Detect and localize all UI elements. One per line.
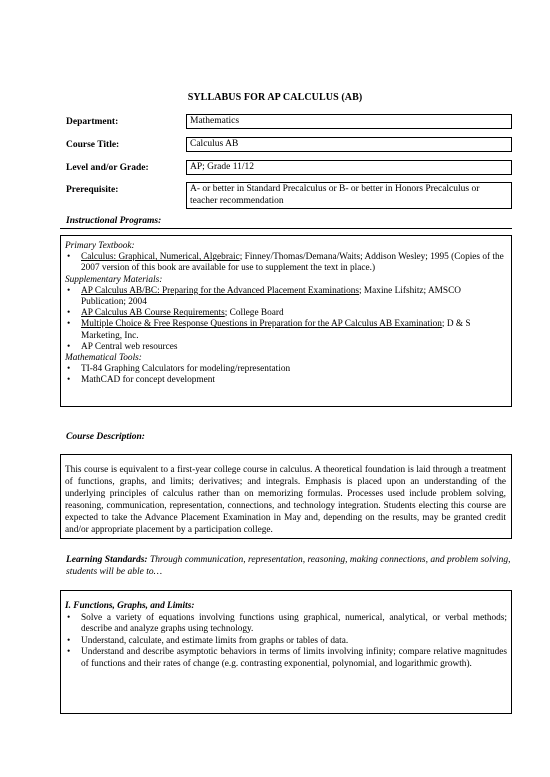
bullet-icon: • bbox=[67, 319, 71, 330]
course-description-heading: Course Description: bbox=[66, 432, 145, 442]
supplementary-materials-label: Supplementary Materials: bbox=[65, 274, 163, 285]
department-label: Department: bbox=[66, 117, 119, 127]
list-item: • Multiple Choice & Free Response Questions in Preparation for the AP Calculus AB Examination; D & S Marketing, Inc. bbox=[67, 319, 471, 341]
learning-standards-intro: Learning Standards: Through communication, representation, reasoning, making connections, and problem solving, students will be able to… bbox=[66, 555, 511, 577]
mathematical-tools-list bbox=[65, 364, 507, 386]
department-value: Mathematics bbox=[186, 114, 512, 129]
instructional-rule bbox=[60, 228, 512, 229]
list-item: • TI-84 Graphing Calculators for modeling/representation bbox=[67, 364, 291, 375]
bullet-icon: • bbox=[67, 252, 71, 263]
bullet-icon: • bbox=[67, 308, 71, 319]
bullet-icon: • bbox=[67, 285, 71, 296]
page-title: SYLLABUS FOR AP CALCULUS (AB) bbox=[187, 92, 363, 103]
bullet-icon: • bbox=[67, 364, 71, 375]
mathematical-tools-label: Mathematical Tools: bbox=[65, 353, 142, 364]
learning-standards-heading: Learning Standards: bbox=[66, 555, 148, 565]
functions-graphs-limits-panel bbox=[60, 590, 512, 714]
prerequisite-value: A- or better in Standard Precalculus or B- or better in Honors Precalculus or teacher recommendation bbox=[186, 182, 512, 209]
bullet-icon: • bbox=[67, 375, 71, 386]
course-title-label: Course Title: bbox=[66, 140, 120, 150]
prerequisite-label: Prerequisite: bbox=[66, 185, 119, 195]
list-item: • MathCAD for concept development bbox=[67, 375, 215, 386]
bullet-icon: • bbox=[67, 635, 71, 646]
list-item: • Understand, calculate, and estimate limits from graphs or tables of data. bbox=[67, 635, 349, 646]
instructional-programs-heading: Instructional Programs: bbox=[66, 216, 162, 226]
instructional-programs-panel bbox=[60, 235, 512, 407]
supplementary-materials-list bbox=[65, 286, 507, 353]
book-title: AP Calculus AB Course Requirements bbox=[81, 308, 225, 319]
bullet-icon: • bbox=[67, 341, 71, 352]
level-grade-label: Level and/or Grade: bbox=[66, 163, 149, 173]
course-description-panel: This course is equivalent to a first-year college course in calculus. A theoretical foundation is laid through a treatment of functions, graphs, and limits; derivatives; and integrals. Emphasis is placed upon an understanding of the underlying principles of calculus rather than on memorizing formulas. Processes used include problem solving, reasoning, communication, representation, connections, and technology integration. Students electing this course are expected to take the Advance Placement Examination in May and, depending on the results, may be granted credit and/or appropriate placement by a participation college. bbox=[60, 454, 512, 539]
primary-textbook-label: Primary Textbook: bbox=[65, 241, 135, 251]
book-title: Multiple Choice & Free Response Questions in Preparation for the AP Calculus AB Examination bbox=[81, 319, 442, 330]
list-item: • AP Central web resources bbox=[67, 341, 178, 352]
list-item: • AP Calculus AB/BC: Preparing for the Advanced Placement Examinations; Maxine Lifshitz; AMSCO Publication; 2004 bbox=[67, 285, 462, 308]
list-item: • Solve a variety of equations involving functions using graphical, numerical, analytical, or verbal methods; describe and analyze graphs using technology. bbox=[67, 612, 507, 635]
level-grade-value: AP; Grade 11/12 bbox=[186, 160, 512, 175]
bullet-icon: • bbox=[67, 647, 71, 658]
section-title: I. Functions, Graphs, and Limits: bbox=[65, 601, 195, 611]
book-title: Calculus: Graphical, Numerical, Algebraic bbox=[81, 252, 240, 263]
list-item: • AP Calculus AB Course Requirements; College Board bbox=[67, 308, 284, 319]
course-title-value: Calculus AB bbox=[186, 137, 512, 152]
book-title: AP Calculus AB/BC: Preparing for the Advanced Placement Examinations bbox=[81, 285, 359, 296]
bullet-icon: • bbox=[67, 612, 71, 623]
list-item: • Understand and describe asymptotic behaviors in terms of limits involving infinity; compare relative magnitudes of functions and their rates of change (e.g. contrasting exponential, polynomial, and logarithmic growth). bbox=[67, 647, 507, 669]
list-item: • Calculus: Graphical, Numerical, Algebraic; Finney/Thomas/Demana/Waits; Addison Wesley; 1995 (Copies of the 2007 version of this book are available for use to supplement the text in place.) bbox=[67, 252, 504, 274]
primary-textbook-list bbox=[65, 252, 507, 274]
standards-list bbox=[65, 613, 507, 671]
